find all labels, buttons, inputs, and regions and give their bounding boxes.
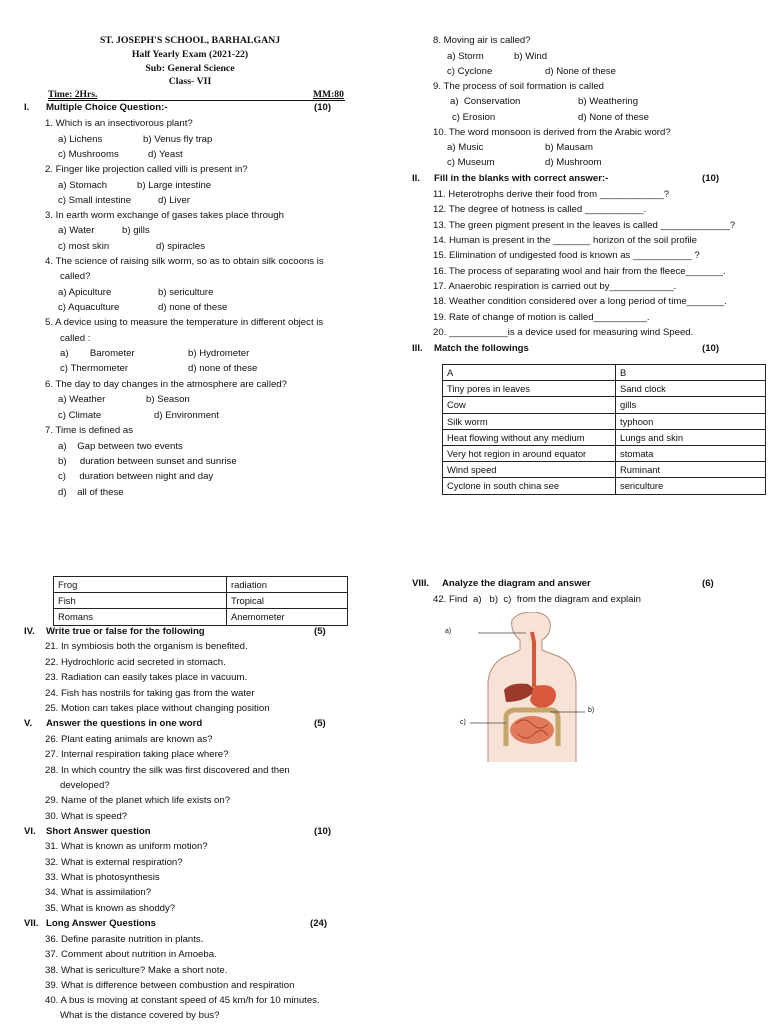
- mcq-q4-option-d: d) none of these: [158, 302, 228, 313]
- digestive-system-diagram: [440, 612, 620, 764]
- mcq-q7-option-d: d) all of these: [58, 487, 124, 498]
- blank-q16: 16. The process of separating wool and hair from the fleece_______.: [433, 266, 726, 277]
- mcq-q4-option-b: b) sericulture: [158, 287, 214, 298]
- match-cell-a: Very hot region in around equator: [443, 445, 616, 461]
- match-row: [443, 397, 766, 413]
- mcq-q1-option-d: d) Yeast: [148, 149, 183, 160]
- true-false-q25: 25. Motion can takes place without changing position: [45, 703, 270, 714]
- match-row: [54, 609, 348, 625]
- section-2-number: II.: [412, 173, 420, 184]
- match-row: [443, 429, 766, 445]
- match-cell-b: radiation: [227, 577, 348, 593]
- mcq-q4-option-c: c) Aquaculture: [58, 302, 120, 313]
- mcq-q9-option-d: d) None of these: [578, 112, 649, 123]
- max-marks-label: MM:80: [313, 89, 344, 100]
- short-answer-q33: 33. What is photosynthesis: [45, 872, 160, 883]
- mcq-q4-continued: called?: [60, 271, 91, 282]
- match-cell-b: Ruminant: [616, 462, 766, 478]
- match-col-a-header: A: [443, 365, 616, 381]
- mcq-q8: 8. Moving air is called?: [433, 35, 531, 46]
- section-8-marks: (6): [702, 578, 714, 589]
- section-5-title: Answer the questions in one word: [46, 718, 203, 729]
- match-cell-b: gills: [616, 397, 766, 413]
- header-rule: [48, 100, 345, 101]
- blank-q18: 18. Weather condition considered over a long period of time_______.: [433, 296, 727, 307]
- mcq-q1: 1. Which is an insectivorous plant?: [45, 118, 193, 129]
- blank-q12: 12. The degree of hotness is called ___________.: [433, 204, 647, 215]
- mcq-q4: 4. The science of raising silk worm, so as to obtain silk cocoons is: [45, 256, 324, 267]
- mcq-q3-option-d: d) spiracles: [156, 241, 206, 252]
- mcq-q6-option-a: a) Weather: [58, 394, 106, 405]
- match-cell-a: Fish: [54, 593, 227, 609]
- match-table-header-row: [443, 365, 766, 381]
- section-2-title: Fill in the blanks with correct answer:-: [434, 173, 609, 184]
- long-answer-q39: 39. What is difference between combustion and respiration: [45, 980, 295, 991]
- section-1-title: Multiple Choice Question:-: [46, 102, 168, 113]
- match-cell-a: Silk worm: [443, 413, 616, 429]
- match-row: [443, 478, 766, 494]
- match-cell-b: Anemometer: [227, 609, 348, 625]
- one-word-q30: 30. What is speed?: [45, 811, 128, 822]
- short-answer-q31: 31. What is known as uniform motion?: [45, 841, 208, 852]
- match-cell-a: Frog: [54, 577, 227, 593]
- blank-q14: 14. Human is present in the _______ horizon of the soil profile: [433, 235, 697, 246]
- long-answer-q40-continued: What is the distance covered by bus?: [60, 1010, 220, 1021]
- mcq-q3: 3. In earth worm exchange of gases takes place through: [45, 210, 284, 221]
- mcq-q8-option-a: a) Storm: [447, 51, 484, 62]
- mcq-q5: 5. A device using to measure the temperature in different object is: [45, 317, 324, 328]
- blank-q17: 17. Anaerobic respiration is carried out by____________.: [433, 281, 677, 292]
- one-word-q28: 28. In which country the silk was first discovered and then: [45, 765, 290, 776]
- mcq-q10-option-a: a) Music: [447, 142, 484, 153]
- section-6-number: VI.: [24, 826, 36, 837]
- section-4-title: Write true or false for the following: [46, 626, 205, 637]
- blank-q11: 11. Heterotrophs derive their food from ____________?: [433, 189, 670, 200]
- match-row: [443, 445, 766, 461]
- match-cell-b: sericulture: [616, 478, 766, 494]
- mcq-q7-option-c: c) duration between night and day: [58, 471, 214, 482]
- match-table-continued: [53, 576, 348, 626]
- section-4-number: IV.: [24, 626, 35, 637]
- diagram-label-b: b): [588, 707, 595, 714]
- mcq-q10-option-c: c) Museum: [447, 157, 495, 168]
- diagram-question-q42: 42. Find a) b) c) from the diagram and explain: [433, 594, 641, 605]
- mcq-q5-option-a: a) Barometer: [60, 348, 135, 359]
- section-2-marks: (10): [702, 173, 720, 184]
- mcq-q2-option-c: c) Small intestine: [58, 195, 132, 206]
- match-cell-b: typhoon: [616, 413, 766, 429]
- one-word-q27: 27. Internal respiration taking place where?: [45, 749, 229, 760]
- mcq-q6-option-c: c) Climate: [58, 410, 102, 421]
- section-8-title: Analyze the diagram and answer: [442, 578, 591, 589]
- class-label: Class- VII: [168, 76, 212, 87]
- school-name: ST. JOSEPH'S SCHOOL, BARHALGANJ: [99, 35, 281, 46]
- section-6-marks: (10): [314, 826, 332, 837]
- one-word-q29: 29. Name of the planet which life exists on?: [45, 795, 231, 806]
- match-cell-b: Lungs and skin: [616, 429, 766, 445]
- mcq-q7-option-a: a) Gap between two events: [58, 441, 183, 452]
- section-3-title: Match the followings: [434, 343, 529, 354]
- long-answer-q40: 40. A bus is moving at constant speed of 45 km/h for 10 minutes.: [45, 995, 320, 1006]
- mcq-q5-option-d: d) none of these: [188, 363, 258, 374]
- blank-q13: 13. The green pigment present in the leaves is called _____________?: [433, 220, 736, 231]
- match-cell-a: Tiny pores in leaves: [443, 381, 616, 397]
- match-cell-a: Heat flowing without any medium: [443, 429, 616, 445]
- mcq-q8-option-b: b) Wind: [514, 51, 548, 62]
- long-answer-q37: 37. Comment about nutrition in Amoeba.: [45, 949, 217, 960]
- section-4-marks: (5): [314, 626, 326, 637]
- match-cell-a: Cow: [443, 397, 616, 413]
- mcq-q5-option-c: c) Thermometer: [60, 363, 129, 374]
- mcq-q10-option-b: b) Mausam: [545, 142, 593, 153]
- short-answer-q35: 35. What is known as shoddy?: [45, 903, 176, 914]
- exam-title: Half Yearly Exam (2021-22): [131, 49, 249, 60]
- mcq-q2-option-a: a) Stomach: [58, 180, 108, 191]
- section-1-number: I.: [24, 102, 30, 113]
- mcq-q2-option-b: b) Large intestine: [137, 180, 212, 191]
- true-false-q24: 24. Fish has nostrils for taking gas from the water: [45, 688, 255, 699]
- mcq-q2: 2. Finger like projection called villi is present in?: [45, 164, 248, 175]
- mcq-q5-continued: called :: [60, 333, 91, 344]
- one-word-q28-continued: developed?: [60, 780, 110, 791]
- one-word-q26: 26. Plant eating animals are known as?: [45, 734, 213, 745]
- blank-q20: 20. ___________is a device used for measuring wind Speed.: [433, 327, 694, 338]
- section-3-number: III.: [412, 343, 423, 354]
- true-false-q22: 22. Hydrochloric acid secreted in stomach.: [45, 657, 226, 668]
- section-3-marks: (10): [702, 343, 720, 354]
- mcq-q2-option-d: d) Liver: [158, 195, 190, 206]
- section-6-title: Short Answer question: [46, 826, 151, 837]
- subject-label: Sub: General Science: [145, 63, 235, 74]
- match-col-b-header: B: [616, 365, 766, 381]
- section-8-number: VIII.: [412, 578, 430, 589]
- short-answer-q34: 34. What is assimilation?: [45, 887, 152, 898]
- mcq-q6-option-b: b) Season: [146, 394, 190, 405]
- match-row: [443, 413, 766, 429]
- mcq-q7: 7. Time is defined as: [45, 425, 133, 436]
- mcq-q10: 10. The word monsoon is derived from the Arabic word?: [433, 127, 671, 138]
- section-5-number: V.: [24, 718, 33, 729]
- long-answer-q36: 36. Define parasite nutrition in plants.: [45, 934, 204, 945]
- match-cell-a: Cyclone in south china see: [443, 478, 616, 494]
- mcq-q6: 6. The day to day changes in the atmosphere are called?: [45, 379, 287, 390]
- blank-q15: 15. Elimination of undigested food is known as ___________ ?: [433, 250, 700, 261]
- section-7-marks: (24): [310, 918, 328, 929]
- match-row: [54, 577, 348, 593]
- short-answer-q32: 32. What is external respiration?: [45, 857, 183, 868]
- match-cell-b: stomata: [616, 445, 766, 461]
- true-false-q21: 21. In symbiosis both the organism is benefited.: [45, 641, 248, 652]
- mcq-q9-option-c: c) Erosion: [452, 112, 496, 123]
- section-5-marks: (5): [314, 718, 326, 729]
- match-cell-a: Wind speed: [443, 462, 616, 478]
- mcq-q1-option-a: a) Lichens: [58, 134, 103, 145]
- mcq-q4-option-a: a) Apiculture: [58, 287, 112, 298]
- section-7-number: VII.: [24, 918, 39, 929]
- section-7-title: Long Answer Questions: [46, 918, 156, 929]
- mcq-q9-option-a: a) Conservation: [450, 96, 521, 107]
- match-cell-b: Sand clock: [616, 381, 766, 397]
- long-answer-q38: 38. What is sericulture? Make a short note.: [45, 965, 228, 976]
- true-false-q23: 23. Radiation can easily takes place in vacuum.: [45, 672, 248, 683]
- match-row: [54, 593, 348, 609]
- mcq-q8-option-d: d) None of these: [545, 66, 616, 77]
- mcq-q3-option-a: a) Water: [58, 225, 95, 236]
- mcq-q3-option-c: c) most skin: [58, 241, 110, 252]
- mcq-q1-option-b: b) Venus fly trap: [143, 134, 213, 145]
- match-cell-b: Tropical: [227, 593, 348, 609]
- mcq-q9-option-b: b) Weathering: [578, 96, 639, 107]
- time-label: Time: 2Hrs.: [48, 89, 98, 100]
- mcq-q7-option-b: b) duration between sunset and sunrise: [58, 456, 237, 467]
- mcq-q8-option-c: c) Cyclone: [447, 66, 493, 77]
- mcq-q6-option-d: d) Environment: [154, 410, 220, 421]
- blank-q19: 19. Rate of change of motion is called__________.: [433, 312, 650, 323]
- match-row: [443, 462, 766, 478]
- section-1-marks: (10): [314, 102, 332, 113]
- mcq-q1-option-c: c) Mushrooms: [58, 149, 119, 160]
- match-row: [443, 381, 766, 397]
- diagram-label-c: c): [460, 719, 466, 726]
- mcq-q5-option-b: b) Hydrometer: [188, 348, 250, 359]
- match-table: [442, 364, 766, 495]
- mcq-q10-option-d: d) Mushroom: [545, 157, 602, 168]
- mcq-q3-option-b: b) gills: [122, 225, 150, 236]
- match-cell-a: Romans: [54, 609, 227, 625]
- mcq-q9: 9. The process of soil formation is called: [433, 81, 604, 92]
- diagram-label-a: a): [445, 628, 452, 635]
